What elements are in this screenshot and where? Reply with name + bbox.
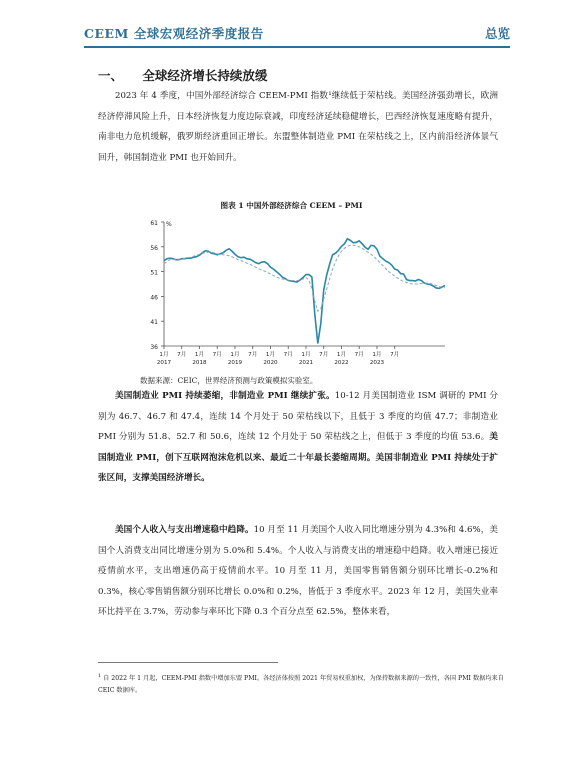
section-title: 全球经济增长持续放缓 (142, 68, 268, 83)
footnote-text: 自 2022 年 1 月起，CEEM-PMI 指数中增加东盟 PMI。各经济体按照 2021 年贸易权重加权，为保持数据来源的一致性，各国 PMI 数据均来自 CEIC 数据库。 (98, 675, 504, 695)
y-tick-label: 36 (150, 344, 158, 351)
section-number: 一、 (98, 68, 124, 83)
x-tick-label: 1月 (159, 352, 169, 358)
paragraph-us-income (98, 520, 498, 623)
y-tick-label: 51 (150, 269, 158, 277)
x-year-label: 2019 (227, 360, 243, 366)
figure-title: 图表 1 中国外部经济综合 CEEM – PMI (220, 201, 363, 210)
paragraph-us-pmi-lead: 美国制造业 PMI 持续萎缩，非制造业 PMI 继续扩张。 (115, 391, 335, 401)
x-tick-label: 1月 (230, 352, 240, 358)
y-tick-label: 46 (150, 294, 158, 302)
x-tick-label: 1月 (265, 352, 276, 358)
y-tick-label: 41 (150, 319, 158, 327)
paragraph-us-pmi-body: 10-12 月美国制造业 ISM 调研的 PMI 分别为 46.7、46.7 和 47.4，连续 14 个月处于 50 荣枯线以下，且低于 3 季度的均值 47.7；非制造业 PMI 分别为 51.8、52.7 和 50.6，连续 12 个月处于 50 荣枯线之上，但低于 3 季度的均值 53.6。 (98, 391, 498, 443)
x-tick-label: 7月 (354, 352, 364, 358)
page-header (84, 24, 510, 44)
footnote (98, 670, 506, 697)
x-tick-label: 1月 (301, 352, 311, 358)
series-line-dashed (164, 245, 445, 311)
x-tick-label: 7月 (319, 352, 329, 358)
x-tick-label: 1月 (336, 352, 347, 358)
x-tick-label: 1月 (372, 352, 382, 358)
x-year-label: 2017 (156, 360, 172, 366)
y-unit-label: % (166, 221, 172, 228)
x-tick-label: 7月 (248, 352, 258, 358)
footnote-divider (98, 662, 278, 663)
chart-axes (150, 220, 445, 366)
pmi-line-chart (140, 212, 460, 372)
x-tick-label: 1月 (194, 352, 205, 358)
chart-plot-area (164, 239, 445, 344)
paragraph-us-income-lead: 美国个人收入与支出增速稳中趋降。 (115, 525, 254, 535)
paragraph-intro: 2023 年 4 季度，中国外部经济综合 CEEM-PMI 指数¹继续低于荣枯线。美国经济强劲增长，欧洲经济停滞风险上升，日本经济恢复力度边际衰减，印度经济延续稳健增长，巴西经济恢复速度略有提升，南非电力危机缓解，俄罗斯经济重回正增长。东盟整体制造业 PMI 在荣枯线之上，区内前沿经济体景气回升，韩国制造业 PMI 也开始回升。 (98, 91, 498, 163)
x-tick-label: 7月 (283, 352, 293, 358)
x-year-label: 2023 (369, 360, 385, 366)
header-divider (84, 46, 510, 48)
series-line-solid (164, 239, 445, 344)
x-tick-label: 7月 (177, 352, 187, 358)
x-year-label: 2018 (192, 360, 207, 366)
x-tick-label: 7月 (390, 352, 400, 358)
x-year-label: 2021 (298, 360, 314, 366)
figure-source: 数据来源：CEIC，世界经济预测与政策模拟实验室。 (140, 376, 318, 385)
paragraph-us-pmi (98, 386, 498, 489)
x-tick-label: 7月 (212, 352, 222, 358)
x-year-label: 2022 (334, 360, 349, 366)
section-label: 总览 (484, 26, 510, 41)
y-tick-label: 61 (150, 220, 158, 227)
report-title: CEEM 全球宏观经济季度报告 (84, 26, 264, 41)
paragraph-us-income-body: 10 月至 11 月美国个人收入同比增速分别为 4.3%和 4.6%，美国个人消费支出同比增速分别为 5.0%和 5.4%。个人收入与消费支出的增速稳中趋降。收入增速已接近疫情前水平，支出增速仍高于疫情前水平。10 月至 11 月，美国零售销售额分别环比增长-0.2%和 0.3%，核心零售销售额分别环比增长 0.0%和 0.2%，皆低于 3 季度水平。2023 年 12 月，美国失业率环比持平在 3.7%，劳动参与率环比下降 0.3 个百分点至 62.5%，整体来看， (98, 525, 498, 618)
y-tick-label: 56 (150, 244, 158, 252)
footnote-mark: 1 (98, 673, 102, 679)
x-year-label: 2020 (263, 360, 278, 366)
section-heading (98, 66, 267, 84)
paragraph-us-pmi-conclusion: 美国制造业 PMI，创下互联网泡沫危机以来、最近二十年最长萎缩周期。美国非制造业 PMI 持续处于扩张区间，支撑美国经济增长。 (98, 432, 498, 484)
